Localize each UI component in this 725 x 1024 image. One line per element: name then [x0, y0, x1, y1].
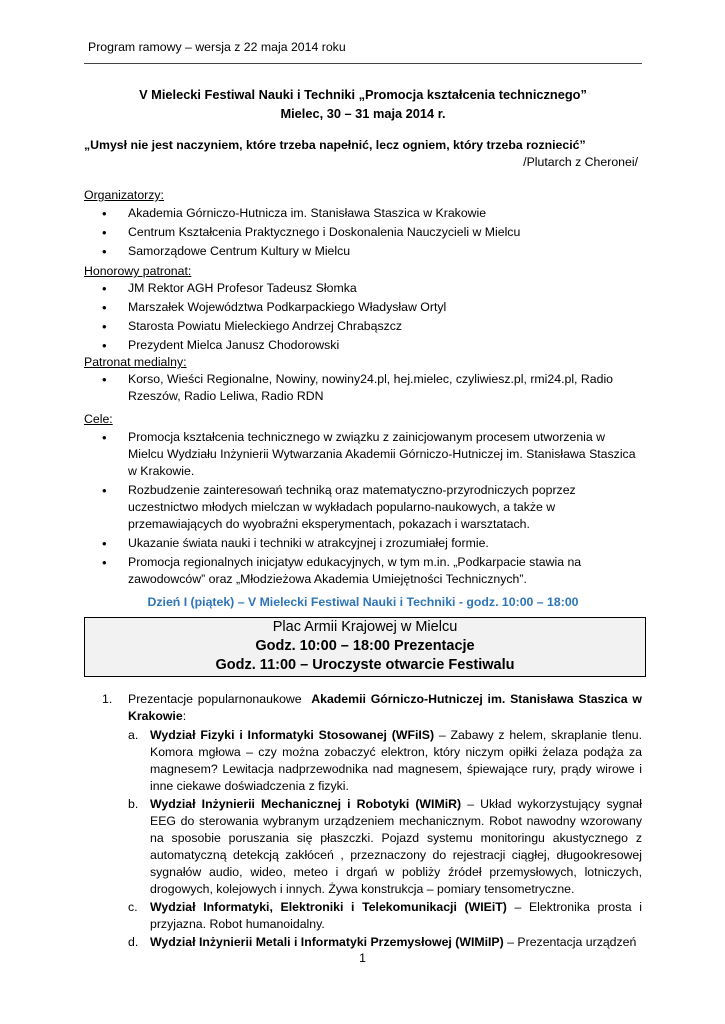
program-item: [102, 691, 642, 725]
list-item: • JM Rektor AGH Profesor Tadeusz Słomka: [102, 280, 638, 297]
venue-hours: Godz. 10:00 – 18:00 Prezentacje: [255, 638, 475, 654]
patronage-list: [102, 280, 638, 356]
list-item: • Korso, Wieści Regionalne, Nowiny, nowiny24.pl, hej.mielec, czyliwiesz.pl, rmi24.pl, Radio Rzeszów, Radio Leliwa, Radio RDN: [102, 371, 638, 405]
list-item: • Prezydent Mielca Janusz Chodorowski: [102, 337, 638, 354]
faculty-item: c. Wydział Informatyki, Elektroniki i Telekomunikacji (WIEiT) – Elektronika prosta i przyjazna. Robot humanoidalny.: [128, 900, 642, 931]
media-list: [102, 371, 638, 407]
motto-author: /Plutarch z Cheronei/: [523, 155, 638, 169]
list-item: • Marszałek Województwa Podkarpackiego Władysław Ortyl: [102, 299, 638, 316]
organizers-list: [102, 205, 638, 262]
goals-heading: Cele:: [84, 412, 113, 426]
document-title: V Mielecki Festiwal Nauki i Techniki „Promocja kształcenia technicznego”: [139, 87, 587, 102]
page-header: Program ramowy – wersja z 22 maja 2014 roku: [88, 40, 346, 54]
day-heading: Dzień I (piątek) – V Mielecki Festiwal Nauki i Techniki - godz. 10:00 – 18:00: [147, 595, 579, 609]
venue-opening: Godz. 11:00 – Uroczyste otwarcie Festiwalu: [215, 657, 515, 673]
document-subtitle: Mielec, 30 – 31 maja 2014 r.: [280, 106, 446, 121]
program-item-intro: Prezentacje popularnonaukowe Akademii Górniczo-Hutniczej im. Stanisława Staszica w Krakowie:: [128, 692, 642, 723]
list-item: • Centrum Kształcenia Praktycznego i Doskonalenia Nauczycieli w Mielcu: [102, 224, 638, 241]
header-divider: [84, 63, 642, 64]
list-item: • Akademia Górniczo-Hutnicza im. Stanisława Staszica w Krakowie: [102, 205, 638, 222]
list-item: • Starosta Powiatu Mieleckiego Andrzej Chrabąszcz: [102, 318, 638, 335]
faculty-item: b. Wydział Inżynierii Mechanicznej i Robotyki (WIMiR) – Układ wykorzystujący sygnał EEG do sterowania wybranym urządzeniem mechanicznym. Robot nawodny wzorowany na sposobie poruszania się płaszczki. Pojazd systemu monitoringu akustycznego z automatyczną detekcją zakłóceń , przeznaczony do rejestracji ciągłej, długookresowej sygnałów audio, wideo, meteo i drgań w pobliży źródeł przemysłowych, lotniczych, drogowych, kolejowych i innych. Żywa konstrukcja – pomiary tensometryczne.: [128, 797, 642, 896]
list-item: • Promocja kształcenia technicznego w związku z zainicjowanym procesem utworzenia w Mielcu Wydziału Inżynierii Wytwarzania Akademii Górniczo-Hutniczej im. Stanisława Staszica w Krakowie.: [102, 429, 638, 480]
list-item: • Samorządowe Centrum Kultury w Mielcu: [102, 243, 638, 260]
goals-list: [102, 429, 638, 590]
faculty-list: [128, 727, 642, 952]
faculty-item: d. Wydział Inżynierii Metali i Informatyki Przemysłowej (WIMiIP) – Prezentacja urządzeń: [128, 935, 637, 949]
media-heading: Patronat medialny:: [84, 355, 187, 369]
patronage-heading: Honorowy patronat:: [84, 264, 192, 278]
motto-quote: „Umysł nie jest naczyniem, które trzeba napełnić, lecz ogniem, który trzeba rozniecić”: [84, 138, 586, 152]
venue-place: Plac Armii Krajowej w Mielcu: [272, 619, 458, 635]
venue-box: [84, 617, 646, 677]
organizers-heading: Organizatorzy:: [84, 188, 164, 202]
list-item: • Promocja regionalnych inicjatyw edukacyjnych, w tym m.in. „Podkarpacie stawia na zawodowców” oraz „Młodzieżowa Akademia Umiejętności Technicznych”.: [102, 554, 638, 588]
faculty-item: a. Wydział Fizyki i Informatyki Stosowanej (WFiIS) – Zabawy z helem, skraplanie tlenu. Komora mgłowa – czy można zobaczyć elektron, który niczym opiłki żelaza podąża za magnesem? Lewitacja nadprzewodnika nad magnesem, śpiewające rury, prądy wirowe i inne ciekawe doświadczenia z fizyki.: [128, 728, 642, 793]
list-item: • Ukazanie świata nauki i techniki w atrakcyjnej i zrozumiałej formie.: [102, 535, 638, 552]
program-item-number: 1.: [102, 692, 113, 706]
list-item: • Rozbudzenie zainteresowań techniką oraz matematyczno-przyrodniczych poprzez uczestnictwo młodych mielczan w wykładach popularno-naukowych, a także w przemawiających do wyobraźni eksperymentach, pokazach i warsztatach.: [102, 482, 638, 533]
page-number: 1: [359, 951, 366, 965]
